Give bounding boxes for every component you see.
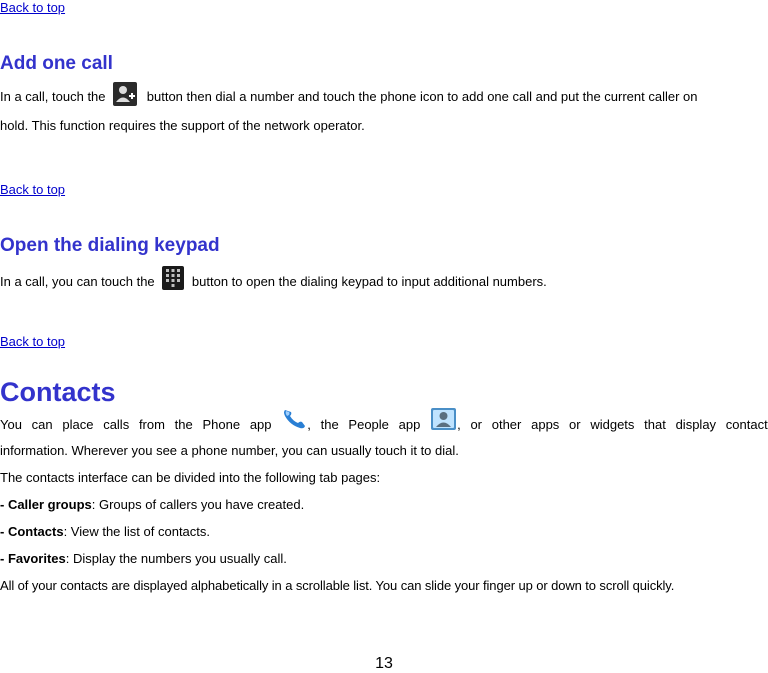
word: widgets (590, 417, 635, 432)
list-item-text: : Display the numbers you usually call. (65, 551, 287, 566)
add-call-paragraph-line1 (0, 89, 698, 106)
word: display (675, 417, 717, 432)
word: the (320, 417, 339, 432)
contacts-paragraph-line4: All of your contacts are displayed alphabetically in a scrollable list. You can slide your finger up or down to scroll quickly. (0, 578, 675, 593)
page-number: 13 (375, 655, 393, 672)
word: apps (531, 417, 560, 432)
section-title-open-dialing-keypad: Open the dialing keypad (0, 235, 220, 256)
back-to-top-link[interactable]: Back to top (0, 0, 66, 15)
phone-icon (281, 407, 307, 431)
word: You (0, 417, 22, 432)
word: app (249, 417, 272, 432)
dial-keypad-text-b: button to open the dialing keypad to input additional numbers. (191, 274, 547, 289)
list-item-caller-groups (0, 497, 304, 513)
list-item-text: : Groups of callers you have created. (91, 497, 305, 512)
word: contact (725, 417, 768, 432)
dial-keypad-text-a: In a call, you can touch the (0, 274, 155, 289)
word: that (644, 417, 666, 432)
word: can (31, 417, 53, 432)
list-item-label: - Caller groups (0, 497, 92, 512)
section-title-contacts: Contacts (0, 377, 116, 407)
back-to-top-link[interactable]: Back to top (0, 334, 66, 349)
word: , (307, 417, 311, 432)
word: the (174, 417, 193, 432)
list-item-label: - Contacts (0, 524, 64, 539)
word: Phone (202, 417, 241, 432)
list-item-favorites (0, 551, 287, 567)
list-item-text: : View the list of contacts. (63, 524, 211, 539)
keypad-icon (162, 266, 184, 290)
word: or (569, 417, 581, 432)
word: or (470, 417, 482, 432)
contacts-paragraph-line1 (0, 417, 768, 433)
people-icon (430, 407, 457, 431)
dial-keypad-paragraph (0, 274, 547, 290)
word: People (348, 417, 389, 432)
contacts-paragraph-line3: The contacts interface can be divided into the following tab pages: (0, 470, 381, 485)
word: place (62, 417, 94, 432)
list-item-label: - Favorites (0, 551, 66, 566)
contacts-paragraph-line2: information. Wherever you see a phone number, you can usually touch it to dial. (0, 443, 459, 458)
word: calls (103, 417, 130, 432)
add-call-text-a: In a call, touch the (0, 89, 106, 104)
word: from (138, 417, 165, 432)
back-to-top-link[interactable]: Back to top (0, 182, 66, 197)
add-contact-icon (113, 82, 137, 106)
add-call-paragraph-line2: hold. This function requires the support of the network operator. (0, 118, 365, 133)
word: other (491, 417, 522, 432)
list-item-contacts (0, 524, 210, 540)
word: , (457, 417, 461, 432)
word: app (398, 417, 421, 432)
add-call-text-b: button then dial a number and touch the phone icon to add one call and put the current caller on (146, 89, 698, 104)
section-title-add-one-call: Add one call (0, 53, 113, 74)
